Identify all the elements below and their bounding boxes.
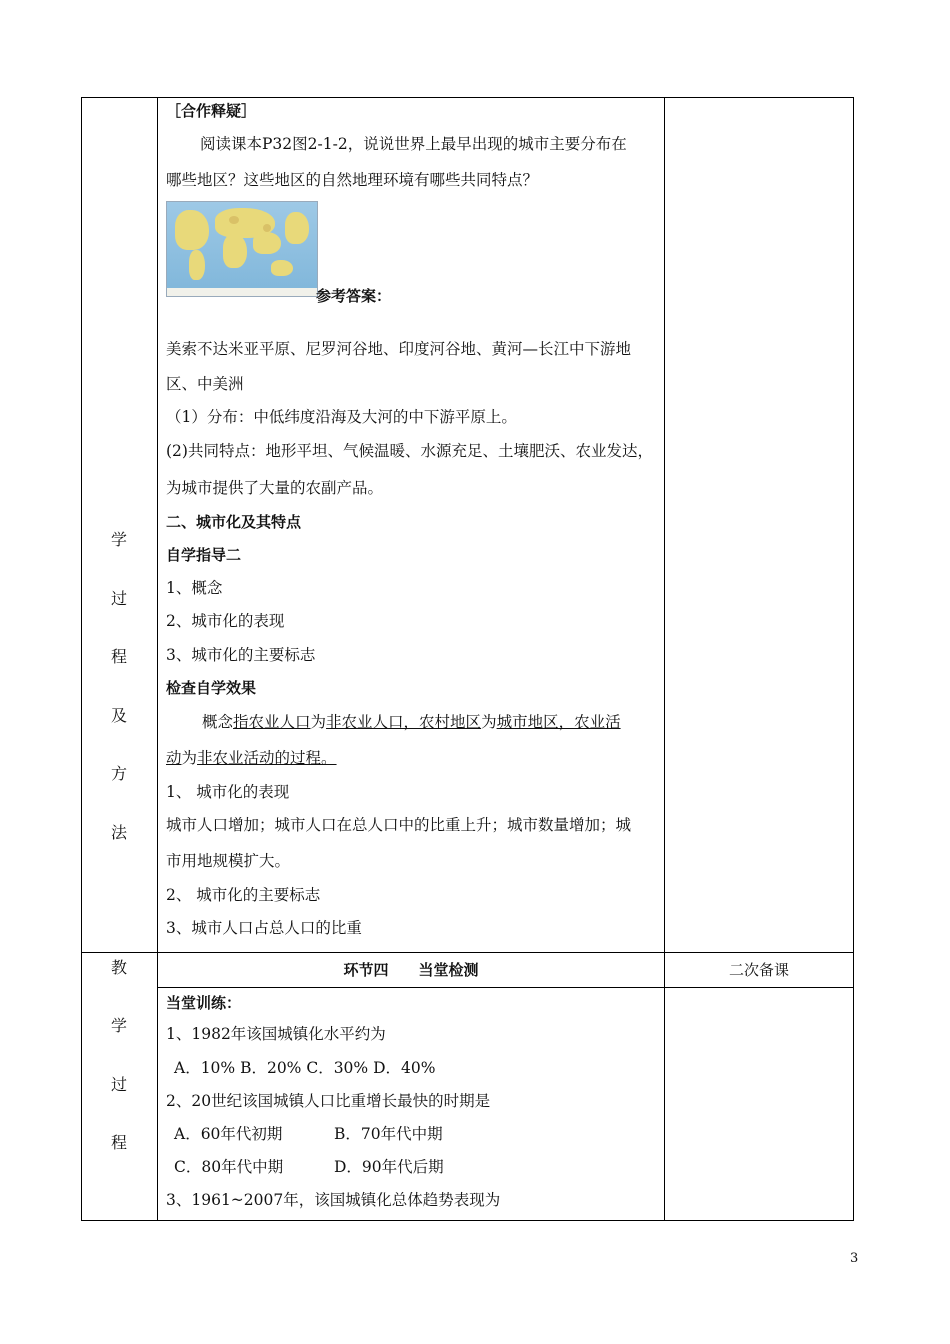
side-label-char: 及 [110,706,127,725]
question-2: 2、20世纪该国城镇人口比重增长最快的时期是 [166,1092,491,1110]
question-2-option: D．90年代后期 [334,1158,444,1176]
mark-heading: 2、 城市化的主要标志 [166,886,321,904]
distribution-line: （1）分布：中低纬度沿海及大河的中下游平原上。 [166,408,517,426]
section-header-title: 环节四 当堂检测 [343,961,479,979]
question-3: 3、1961~2007年，该国城镇化总体趋势表现为 [166,1191,501,1209]
section-header-cell [158,953,664,987]
question-2-option: B．70年代中期 [334,1125,443,1143]
question-1-options: A．10% B．20% C．30% D．40% [174,1059,436,1077]
concept-line: 概念指农业人口为非农业人口，农村地区为城市地区，农业活 [202,713,621,731]
question-2-option: A．60年代初期 [174,1125,283,1143]
answer-line: 区、中美洲 [166,375,244,393]
answer-label: 参考答案： [316,287,392,305]
expression-line: 市用地规模扩大。 [166,852,291,870]
section-title: 二、城市化及其特点 [166,513,302,531]
side-label-char: 方 [110,764,127,783]
table-divider-2 [664,97,665,1221]
mark-line: 3、城市人口占总人口的比重 [166,919,362,937]
question-2-option: C．80年代中期 [174,1158,284,1176]
world-map-image [166,201,318,297]
expression-line: 城市人口增加；城市人口在总人口中的比重上升；城市数量增加；城 [166,816,632,834]
side-label-char: 法 [110,823,127,842]
concept-line: 动为非农业活动的过程。 [166,749,337,767]
answer-line: 美索不达米亚平原、尼罗河谷地、印度河谷地、黄河—长江中下游地 [166,340,632,358]
question-1: 1、1982年该国城镇化水平约为 [166,1025,386,1043]
expression-heading: 1、 城市化的表现 [166,783,290,801]
side-label-char: 过 [110,589,127,608]
side-label-char: 教 [110,958,127,977]
secondary-prep-label: 二次备课 [728,961,789,979]
exercise-cell [158,988,664,1220]
guide-item: 2、城市化的表现 [166,612,285,630]
side-label-char: 过 [110,1075,127,1094]
page-number: 3 [850,1251,859,1266]
exercise-label: 当堂训练： [166,994,242,1012]
secondary-prep-cell [665,953,853,987]
common-features-line: (2)共同特点：地形平坦、气候温暖、水源充足、土壤肥沃、农业发达， [166,442,653,460]
side-label-char: 程 [110,1133,127,1152]
table-border-bottom [81,1220,854,1221]
common-features-line: 为城市提供了大量的农副产品。 [166,479,384,497]
side-label-char: 程 [110,647,127,666]
check-title: 检查自学效果 [166,679,257,697]
side-label-char: 学 [110,530,127,549]
side-label-char: 学 [110,1016,127,1035]
table-border-right [853,97,854,1221]
guide-item: 1、概念 [166,579,223,597]
lesson-table [81,97,854,1221]
guide-title: 自学指导二 [166,546,242,564]
section-heading: ［合作释疑］ [166,102,257,120]
guide-item: 3、城市化的主要标志 [166,646,316,664]
question-line: 哪些地区？这些地区的自然地理环境有哪些共同特点？ [166,171,539,189]
main-content-cell [158,97,664,952]
question-line: 阅读课本P32图2-1-2，说说世界上最早出现的城市主要分布在 [200,135,627,153]
